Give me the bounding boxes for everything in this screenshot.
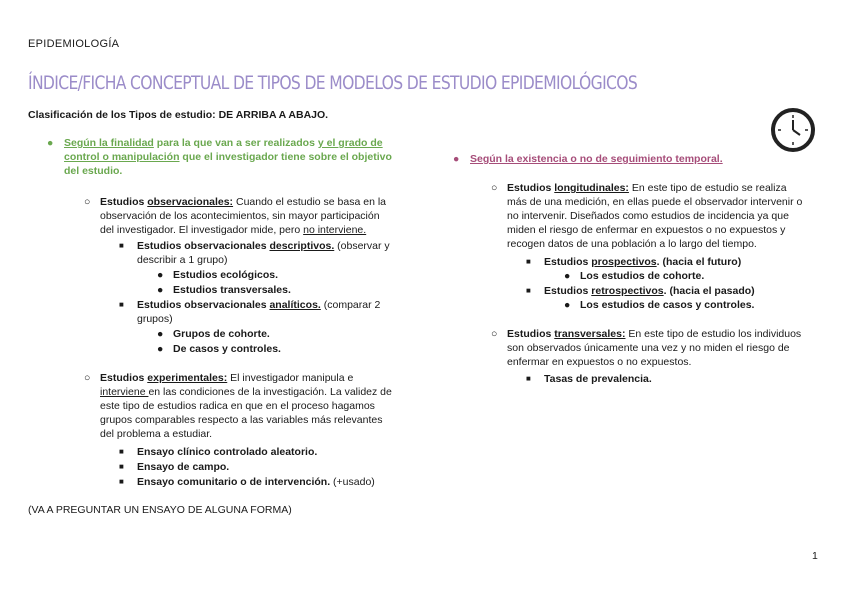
square-bullet: ■ [526, 257, 531, 266]
page-number: 1 [812, 550, 818, 562]
dot-bullet: ● [157, 269, 164, 281]
obs-descriptive: Estudios observacionales descriptivos. (observar y describir a 1 grupo) [137, 240, 390, 266]
prospective-label: Estudios prospectivos. (hacia el futuro) [544, 256, 742, 268]
subtitle: Clasificación de los Tipos de estudio: DE ARRIBA A ABAJO. [28, 109, 329, 121]
dot-bullet: ● [157, 343, 164, 355]
right-main-bullet: Según la existencia o no de seguimiento temporal. [470, 153, 723, 165]
list-item: Ensayo de campo. [137, 461, 230, 473]
list-item: Grupos de cohorte. [173, 328, 270, 340]
square-bullet: ■ [119, 300, 124, 309]
circle-bullet: ○ [491, 328, 498, 340]
square-bullet: ■ [119, 241, 124, 250]
list-item: Los estudios de casos y controles. [580, 299, 755, 311]
obs-section: Estudios observacionales: Cuando el estudio se basa en la observación de los acontecimientos, sin mayor participación del investigador. El investigador mide, pero no interviene. [100, 196, 387, 236]
square-bullet: ■ [119, 462, 124, 471]
dot-bullet: ● [157, 328, 164, 340]
left-main-bullet: Según la finalidad para la que van a ser realizados y el grado de control o manipulación que el investigador tiene sobre el objetivo del estudio. [64, 137, 392, 177]
list-item: Estudios ecológicos. [173, 269, 279, 281]
list-item: Estudios transversales. [173, 284, 291, 296]
list-item: Tasas de prevalencia. [544, 373, 652, 385]
bullet-dot: ● [453, 153, 460, 165]
square-bullet: ■ [526, 286, 531, 295]
obs-analytic: Estudios observacionales analíticos. (comparar 2 grupos) [137, 299, 381, 325]
page-header: EPIDEMIOLOGÍA [28, 38, 120, 50]
retrospective-label: Estudios retrospectivos. (hacia el pasado) [544, 285, 755, 297]
square-bullet: ■ [119, 447, 124, 456]
clock-icon [770, 107, 816, 153]
long-section: Estudios longitudinales: En este tipo de estudio se realiza más de una medición, en ellas puede el observador intervenir o no intervenir. Diseñados como estudios de incidencia ya que miden el riesgo de enfermar en expuestos o no expuestos y recogen datos de una población a lo largo del tiempo. [507, 182, 803, 250]
footer-note: (VA A PREGUNTAR UN ENSAYO DE ALGUNA FORMA) [28, 504, 292, 516]
trans-section: Estudios transversales: En este tipo de estudio los individuos son observados únicamente una vez y no miden el riesgo de enfermar en expuestos o no expuestos. [507, 328, 802, 368]
circle-bullet: ○ [491, 182, 498, 194]
square-bullet: ■ [119, 477, 124, 486]
list-item: Ensayo clínico controlado aleatorio. [137, 446, 318, 458]
dot-bullet: ● [564, 270, 571, 282]
list-item: Los estudios de cohorte. [580, 270, 705, 282]
circle-bullet: ○ [84, 196, 91, 208]
exp-section: Estudios experimentales: El investigador manipula e interviene en las condiciones de la investigación. La validez de este tipo de estudios radica en que en el proceso hagamos grupos comparables respecto a las variables más relevantes del problema a estudiar. [100, 372, 392, 440]
bullet-dot: ● [47, 137, 54, 149]
circle-bullet: ○ [84, 372, 91, 384]
page-title: ÍNDICE/FICHA CONCEPTUAL DE TIPOS DE MODELOS DE ESTUDIO EPIDEMIOLÓGICOS [28, 72, 638, 94]
list-item: De casos y controles. [173, 343, 281, 355]
dot-bullet: ● [157, 284, 164, 296]
list-item: Ensayo comunitario o de intervención. (+usado) [137, 476, 375, 488]
square-bullet: ■ [526, 374, 531, 383]
dot-bullet: ● [564, 299, 571, 311]
